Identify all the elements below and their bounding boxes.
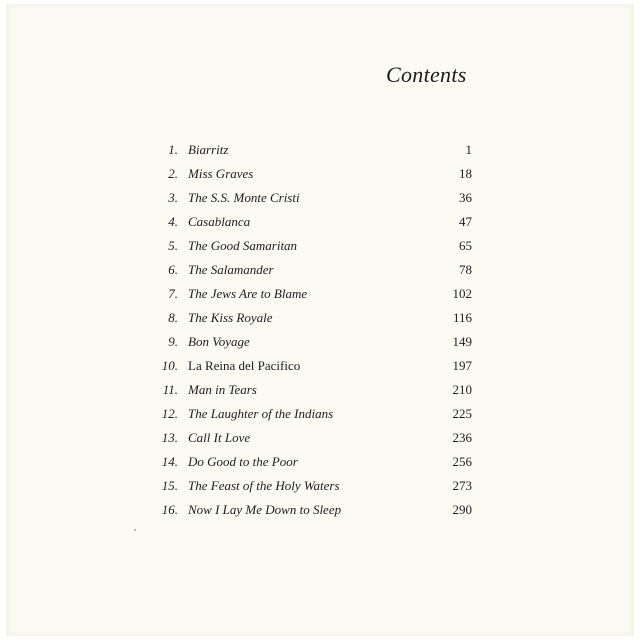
page-number: 65	[459, 238, 472, 253]
chapter-number: 3.	[168, 190, 178, 205]
chapter-number: 7.	[168, 286, 178, 301]
toc-entry	[140, 402, 472, 426]
page-number: 78	[459, 262, 472, 277]
toc-entry	[140, 258, 472, 282]
chapter-title: Biarritz	[188, 142, 229, 157]
chapter-number: 14.	[161, 454, 178, 469]
chapter-number: 6.	[168, 262, 178, 277]
chapter-title: Bon Voyage	[188, 334, 250, 349]
chapter-title: Man in Tears	[188, 382, 257, 397]
chapter-number: 9.	[168, 334, 178, 349]
page-number: 1	[465, 142, 472, 157]
chapter-title: Casablanca	[188, 214, 251, 229]
chapter-number: 11.	[162, 382, 178, 397]
page-number: 210	[452, 382, 472, 397]
chapter-title: The Kiss Royale	[188, 310, 273, 325]
chapter-number: 16.	[161, 502, 178, 517]
chapter-title: The Good Samaritan	[188, 238, 298, 253]
chapter-number: 4.	[168, 214, 178, 229]
chapter-number: 1.	[168, 142, 178, 157]
paper-speck	[134, 529, 136, 531]
page-number: 273	[452, 478, 472, 493]
toc-entry	[140, 498, 472, 522]
toc-entry	[140, 450, 472, 474]
chapter-number: 12.	[161, 406, 178, 421]
page-number: 197	[452, 358, 472, 373]
page-number: 149	[452, 334, 472, 349]
page-number: 290	[452, 502, 472, 517]
chapter-title: Miss Graves	[188, 166, 254, 181]
chapter-number: 13.	[161, 430, 178, 445]
page-number: 36	[459, 190, 472, 205]
toc-entry	[140, 162, 472, 186]
chapter-title: Now I Lay Me Down to Sleep	[188, 502, 342, 517]
chapter-title: The Salamander	[188, 262, 274, 277]
toc-entry	[140, 210, 472, 234]
chapter-number: 10.	[161, 358, 178, 373]
toc-entry	[140, 186, 472, 210]
toc-entry	[140, 330, 472, 354]
chapter-title: La Reina del Pacifico	[188, 358, 301, 373]
chapter-number: 8.	[168, 310, 178, 325]
chapter-title: The S.S. Monte Cristi	[188, 190, 300, 205]
toc-entry	[140, 234, 472, 258]
page-number: 116	[452, 310, 472, 325]
table-of-contents	[140, 138, 472, 522]
toc-entry	[140, 306, 472, 330]
chapter-title: The Jews Are to Blame	[188, 286, 308, 301]
toc-entry	[140, 138, 472, 162]
page-number: 47	[459, 214, 472, 229]
chapter-number: 5.	[168, 238, 178, 253]
toc-entry	[140, 282, 472, 306]
page-number: 102	[452, 286, 472, 301]
page-number: 18	[459, 166, 472, 181]
page-number: 256	[452, 454, 472, 469]
chapter-title: The Feast of the Holy Waters	[188, 478, 340, 493]
book-page	[6, 4, 634, 636]
chapter-title: Do Good to the Poor	[188, 454, 298, 469]
chapter-number: 2.	[168, 166, 178, 181]
chapter-number: 15.	[161, 478, 178, 493]
contents-heading: Contents	[386, 62, 467, 87]
page-number: 236	[452, 430, 472, 445]
toc-entry	[140, 474, 472, 498]
chapter-title: Call It Love	[188, 430, 251, 445]
toc-entry	[140, 378, 472, 402]
page-number: 225	[452, 406, 472, 421]
toc-entry	[140, 426, 472, 450]
chapter-title: The Laughter of the Indians	[188, 406, 334, 421]
toc-entry	[140, 354, 472, 378]
